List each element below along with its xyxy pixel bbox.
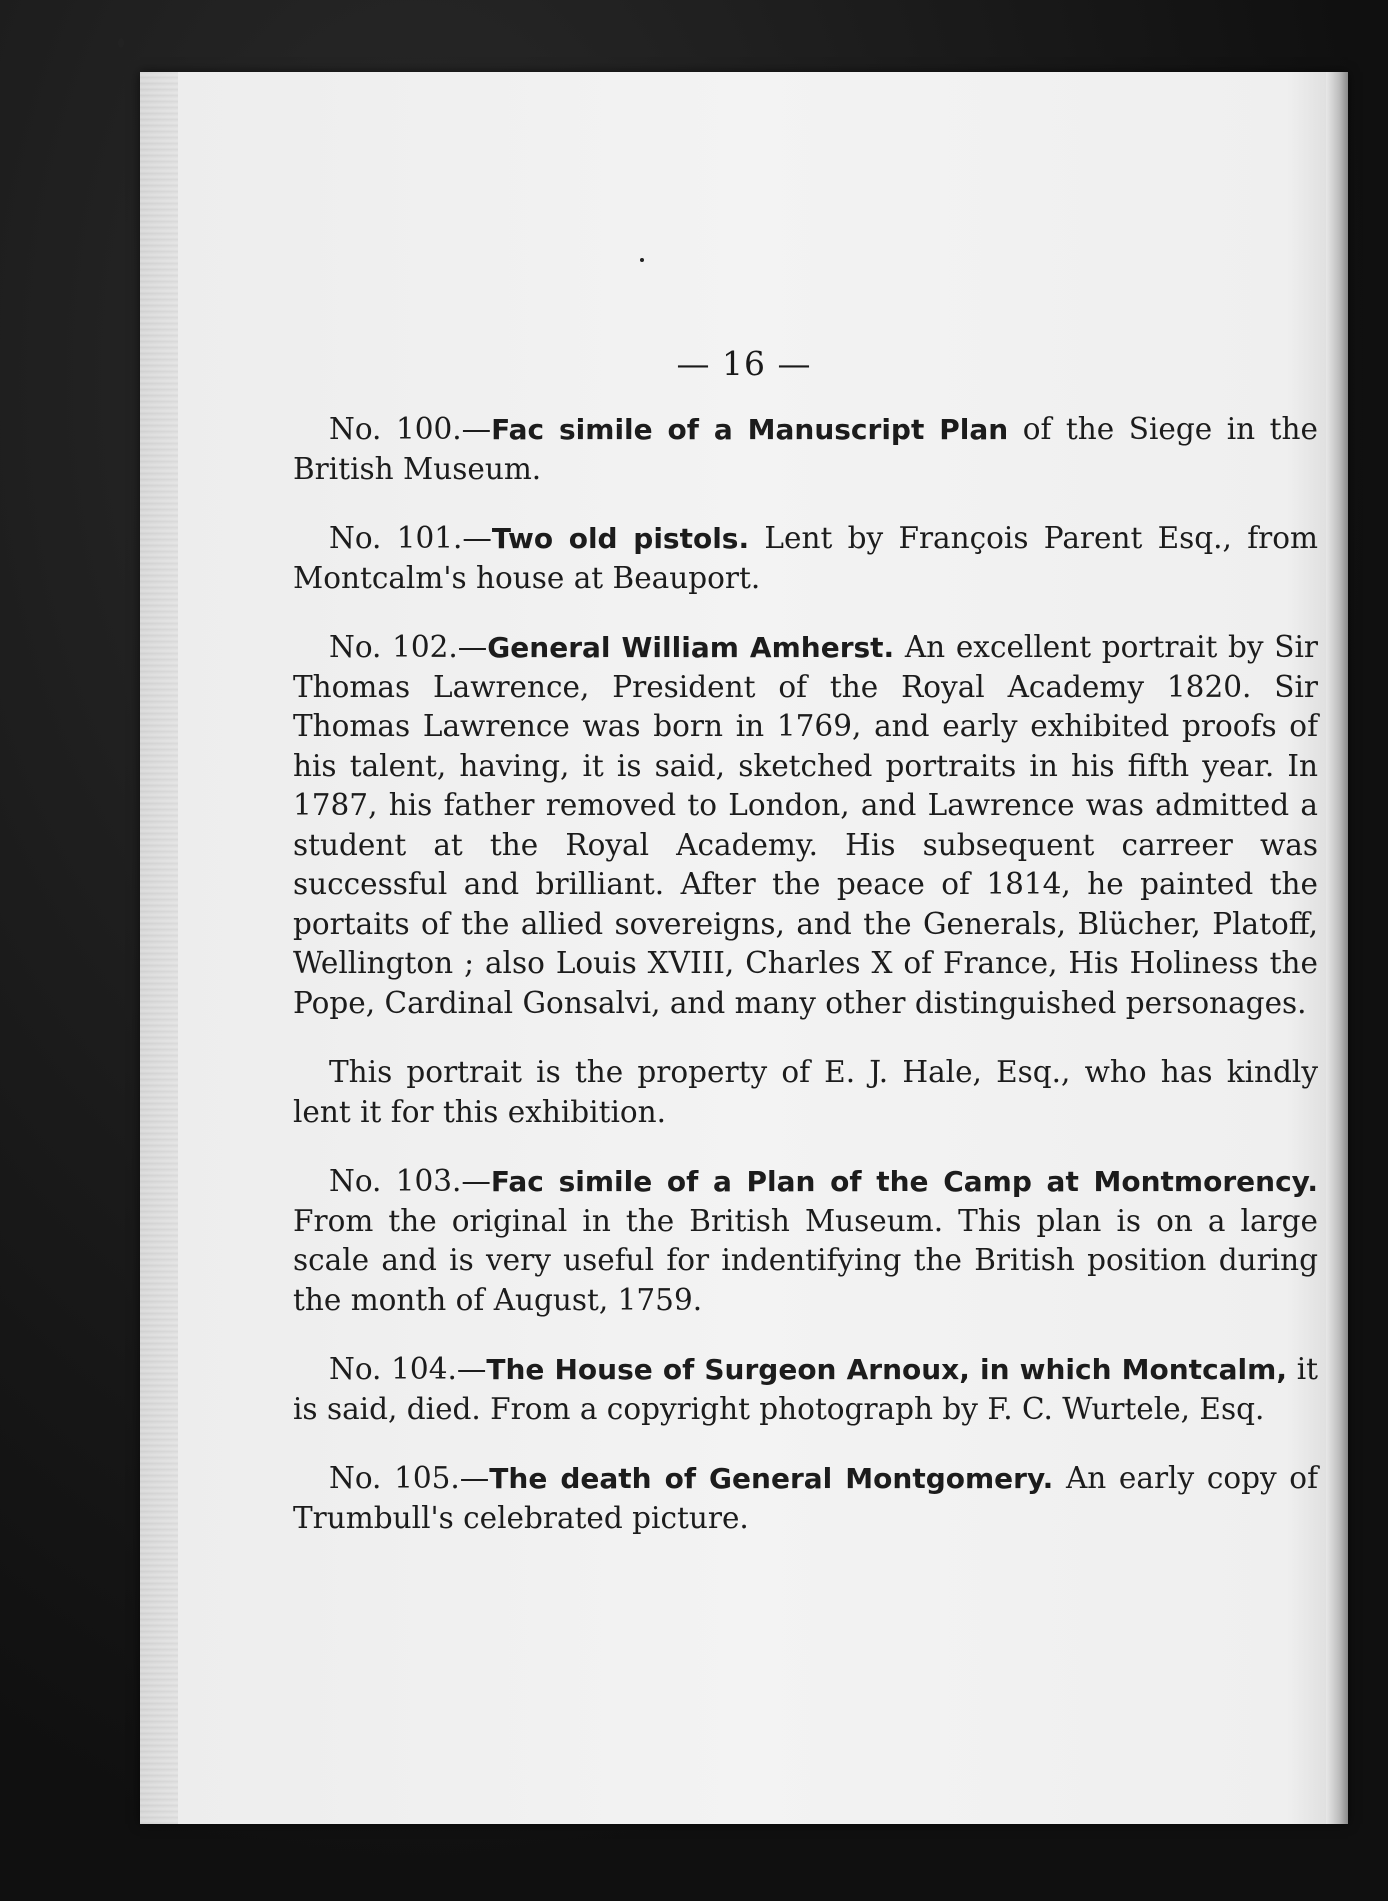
entry-description: An early copy of Trumbull's celebrated picture. — [293, 1461, 1318, 1535]
book-page — [140, 72, 1348, 1824]
entry-description: From the original in the British Museum. This plan is on a large scale and is very useful for indentifying the British position during the month of August, 1759. — [293, 1203, 1318, 1317]
catalogue-entry-102 — [293, 628, 1318, 1023]
scan-speck — [640, 258, 644, 262]
catalogue-text — [293, 410, 1318, 1568]
page-binding-edge — [140, 72, 178, 1824]
entry-number: No. 103.— — [329, 1164, 491, 1198]
entry-description: it is said, died. From a copyright photograph by F. C. Wurtele, Esq. — [293, 1352, 1319, 1426]
catalogue-entry-104 — [293, 1350, 1318, 1429]
entry-number: No. 102.— — [329, 630, 488, 664]
catalogue-entry-101 — [293, 519, 1318, 598]
catalogue-note-102 — [293, 1053, 1318, 1132]
entry-title: Two old pistols. — [491, 522, 750, 555]
entry-description: Lent by François Parent Esq., from Montcalm's house at Beauport. — [293, 521, 1318, 595]
scan-speck — [118, 38, 124, 48]
entry-title: The death of General Montgomery. — [489, 1462, 1054, 1495]
entry-title: The House of Surgeon Arnoux, in which Montcalm, — [486, 1353, 1287, 1386]
entry-title: Fac simile of a Manuscript Plan — [491, 413, 1009, 446]
page-outer-edge — [1326, 72, 1348, 1824]
catalogue-entry-100 — [293, 410, 1318, 489]
entry-number: No. 104.— — [329, 1352, 487, 1386]
entry-number: No. 100.— — [329, 412, 492, 446]
entry-number: No. 105.— — [329, 1461, 490, 1495]
entry-title: General William Amherst. — [487, 631, 895, 664]
entry-number: No. 101.— — [329, 521, 492, 555]
page-number: — 16 — — [676, 344, 812, 383]
catalogue-entry-103 — [293, 1162, 1318, 1320]
entry-description: of the Siege in the British Museum. — [293, 412, 1318, 486]
entry-title: Fac simile of a Plan of the Camp at Montmorency. — [490, 1165, 1318, 1198]
catalogue-entry-105 — [293, 1459, 1318, 1538]
entry-description: This portrait is the property of E. J. Hale, Esq., who has kindly lent it for this exhibition. — [293, 1055, 1318, 1129]
entry-description: An excellent portrait by Sir Thomas Lawrence, President of the Royal Academy 1820. Sir Thomas Lawrence was born in 1769, and early exhibited proofs of his talent, having, it is said, sketched portraits in his fifth year. In 1787, his father removed to London, and Lawrence was admitted a student at the Royal Academy. His subsequent carreer was successful and brilliant. After the peace of 1814, he painted the portaits of the allied sovereigns, and the Generals, Blücher, Platoff, Wellington ; also Louis XVIII, Charles X of France, His Holiness the Pope, Cardinal Gonsalvi, and many other distinguished personages. — [293, 630, 1318, 1020]
